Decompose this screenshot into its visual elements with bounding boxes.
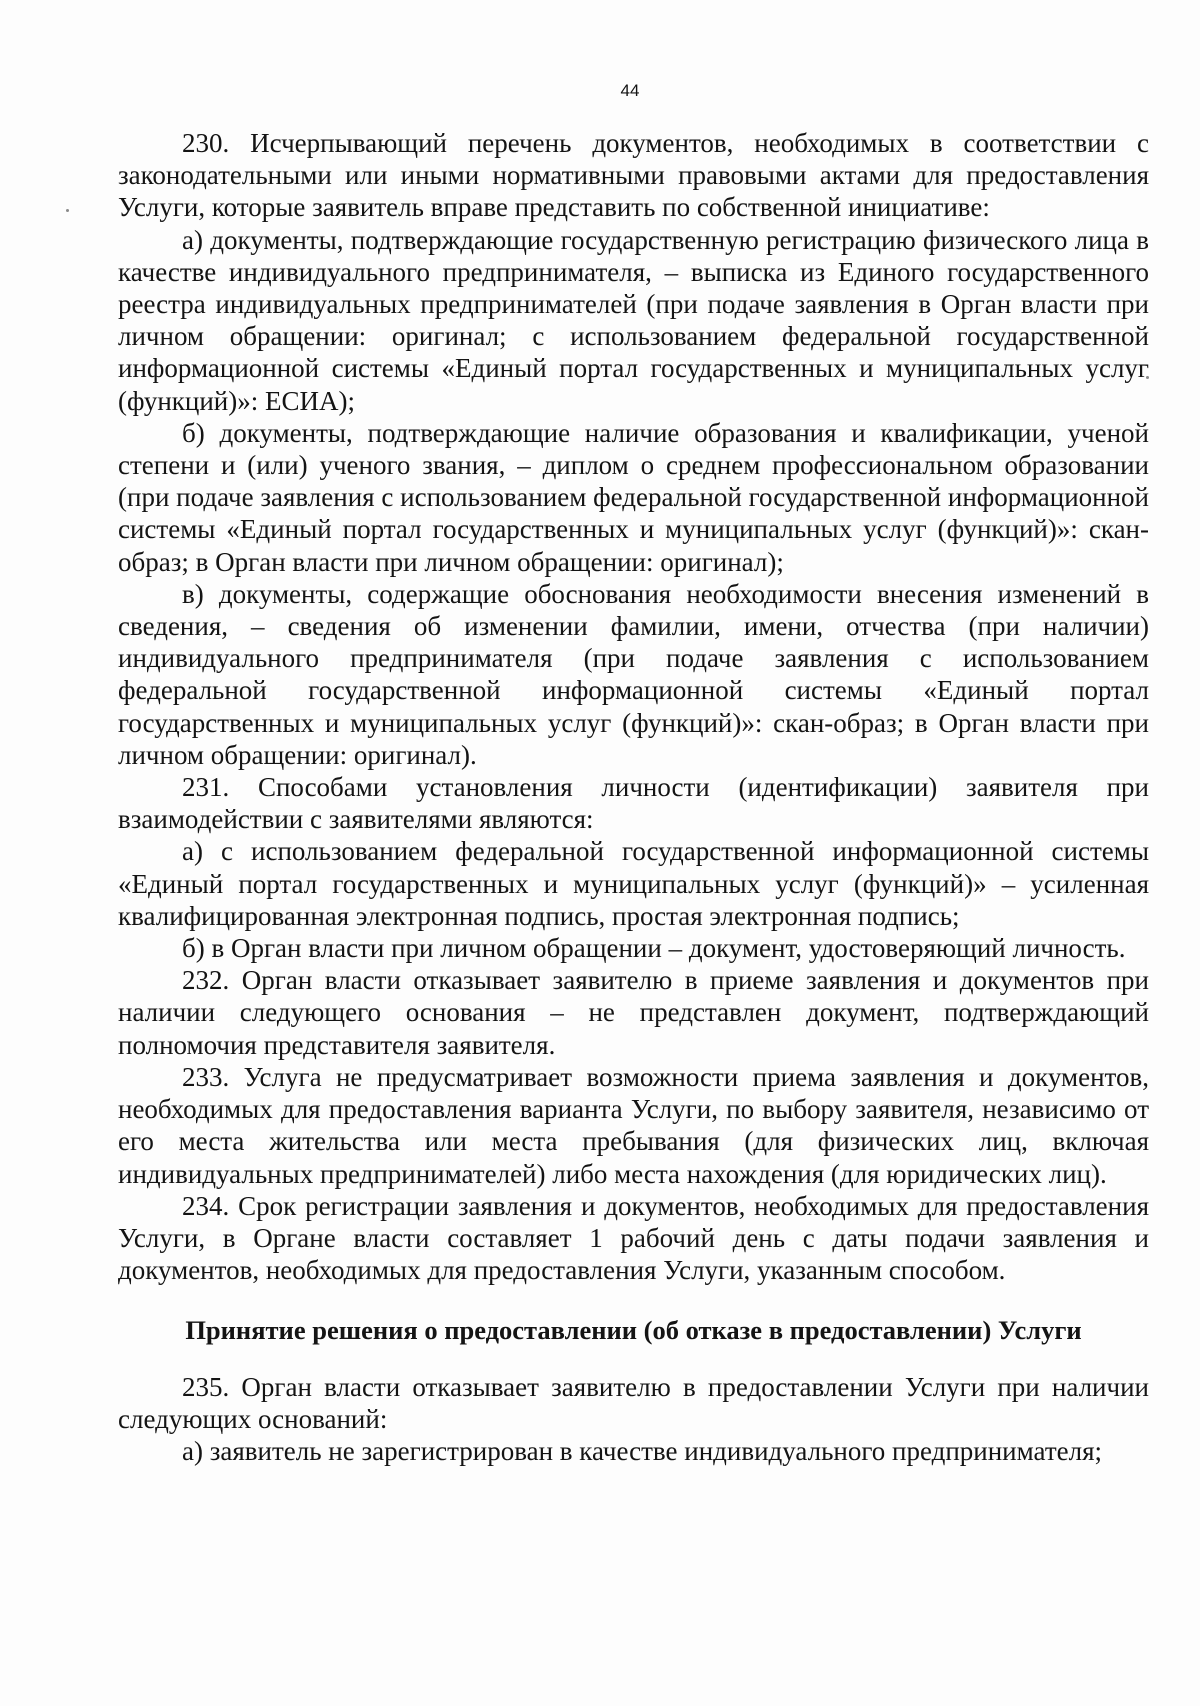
paragraph-230-c: в) документы, содержащие обоснования необходимости внесения изменений в сведения, – сведения об изменении фамилии, имени, отчества (при наличии) индивидуального предпринимателя (при подаче заявления с использованием федеральной государственной информационной системы «Единый портал государственных и муниципальных услуг (функций)»: скан-образ; в Орган власти при личном обращении: оригинал).	[118, 578, 1149, 770]
paragraph-231-a: а) с использованием федеральной государственной информационной системы «Единый портал государственных и муниципальных услуг (функций)» – усиленная квалифицированная электронная подпись, простая электронная подпись;	[118, 836, 1149, 931]
page-number: 44	[620, 81, 640, 100]
paragraph-232: 232. Орган власти отказывает заявителю в приеме заявления и документов при наличии следующего основания – не представлен документ, подтверждающий полномочия представителя заявителя.	[118, 965, 1149, 1060]
section-heading: Принятие решения о предоставлении (об отказе в предоставлении) Услуги	[185, 1315, 1082, 1346]
paragraph-235: 235. Орган власти отказывает заявителю в предоставлении Услуги при наличии следующих оснований:	[118, 1371, 1149, 1434]
scan-speck	[66, 209, 69, 212]
paragraph-230: 230. Исчерпывающий перечень документов, необходимых в соответствии с законодательными или иными нормативными правовыми актами для предоставления Услуги, которые заявитель вправе представить по собственной инициативе:	[118, 128, 1149, 223]
paragraph-233: 233. Услуга не предусматривает возможности приема заявления и документов, необходимых для предоставления варианта Услуги, по выбору заявителя, независимо от его места жительства или места пребывания (для физических лиц, включая индивидуальных предпринимателей) либо места нахождения (для юридических лиц).	[118, 1061, 1149, 1189]
paragraph-230-b: б) документы, подтверждающие наличие образования и квалификации, ученой степени и (или) ученого звания, – диплом о среднем профессиональном образовании (при подаче заявления с использованием федеральной государственной информационной системы «Единый портал государственных и муниципальных услуг (функций)»: скан-образ; в Орган власти при личном обращении: оригинал);	[118, 417, 1149, 577]
paragraph-231: 231. Способами установления личности (идентификации) заявителя при взаимодействии с заявителями являются:	[118, 772, 1149, 835]
paragraph-234: 234. Срок регистрации заявления и документов, необходимых для предоставления Услуги, в Органе власти составляет 1 рабочий день с даты подачи заявления и документов, необходимых для предоставления Услуги, указанным способом.	[118, 1190, 1149, 1286]
paragraph-235-a: а) заявитель не зарегистрирован в качестве индивидуального предпринимателя;	[182, 1435, 1102, 1466]
document-body	[118, 127, 1149, 1467]
paragraph-230-a: а) документы, подтверждающие государственную регистрацию физического лица в качестве индивидуального предпринимателя, – выписка из Единого государственного реестра индивидуальных предпринимателей (при подаче заявления в Орган власти при личном обращении: оригинал; с использованием федеральной государственной информационной системы «Единый портал государственных и муниципальных услуг (функций)»: ЕСИА);	[118, 224, 1149, 416]
paragraph-231-b: б) в Орган власти при личном обращении – документ, удостоверяющий личность.	[182, 933, 1126, 964]
